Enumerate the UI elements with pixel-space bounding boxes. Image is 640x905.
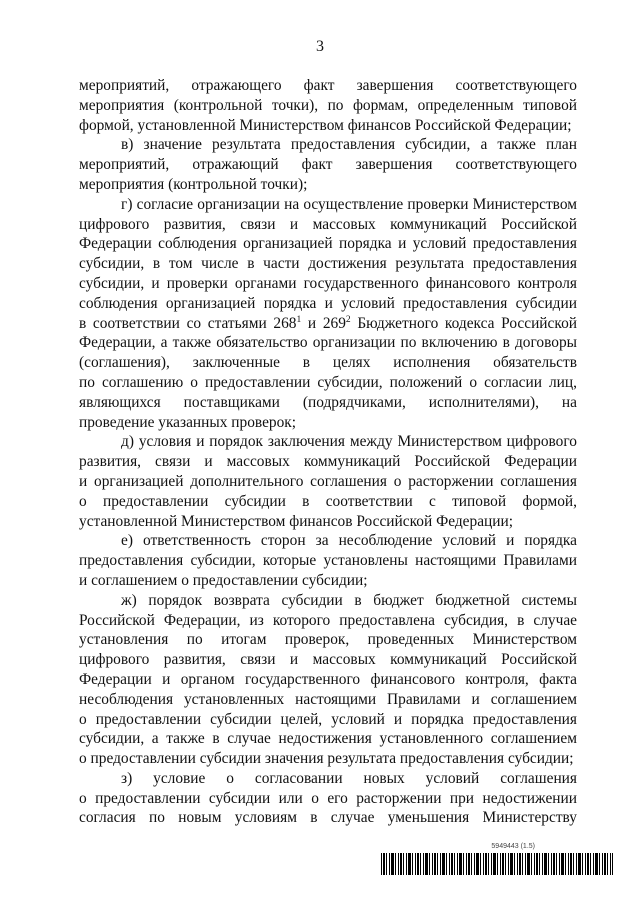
text-line: предоставления субсидии, которые установлены настоящими Правилами <box>79 552 577 570</box>
text-segment: в соответствии со статьями 268 <box>79 314 297 332</box>
text-line: в) значение результата предоставления субсидии, а также план <box>121 136 577 154</box>
barcode-code: 5949443 (1.5) <box>491 843 535 850</box>
text-line: г) согласие организации на осуществление проверки Министерством <box>121 195 577 213</box>
text-line: (соглашения), заключенные в целях исполнения обязательств <box>79 354 577 372</box>
text-line: ж) порядок возврата субсидии в бюджет бюджетной системы <box>121 591 577 609</box>
text-line: несоблюдения установленных настоящими Правилами и соглашением <box>79 690 577 708</box>
text-line: являющихся поставщиками (подрядчиками, исполнителями), на <box>79 393 577 411</box>
text-line <box>79 314 577 334</box>
text-line: мероприятий, отражающий факт завершения соответствующего <box>79 156 577 174</box>
text-line: субсидии, а также в случае недостижения установленного соглашением <box>79 730 577 748</box>
text-segment: и 269 <box>301 314 346 332</box>
barcode-block <box>381 843 613 875</box>
text-line: о предоставлении субсидии значения результата предоставления субсидии; <box>79 750 574 768</box>
text-line: развития, связи и массовых коммуникаций Российской Федерации <box>79 453 577 471</box>
barcode-icon <box>381 853 613 875</box>
text-line: мероприятий, отражающего факт завершения соответствующего <box>79 77 577 94</box>
text-line: о предоставлении субсидии или о его расторжении при недостижении <box>79 789 577 807</box>
text-line: субсидии, и проверки органами государственного финансового контроля <box>79 274 577 292</box>
text-line: Федерации и органом государственного финансового контроля, факта <box>79 670 577 688</box>
text-line: Федерации, а также обязательство организации по включению в договоры <box>79 334 577 352</box>
text-line: Федерации соблюдения организацией порядка и условий предоставления <box>79 235 577 253</box>
text-line: и организацией дополнительного соглашения о расторжении соглашения <box>79 472 577 490</box>
text-line: и соглашением о предоставлении субсидии; <box>79 571 368 589</box>
text-line: субсидии, в том числе в части достижения результата предоставления <box>79 255 577 273</box>
text-line: формой, установленной Министерством финансов Российской Федерации; <box>79 116 572 134</box>
document-body <box>79 76 577 828</box>
text-segment: Бюджетного кодекса Российской <box>350 314 578 332</box>
superscript: 2 <box>345 314 351 325</box>
text-line: установленной Министерством финансов Российской Федерации; <box>79 512 514 530</box>
text-line: о предоставлении субсидии целей, условий и порядка предоставления <box>79 710 577 728</box>
text-line: е) ответственность сторон за несоблюдение условий и порядка <box>121 532 577 550</box>
text-line: цифрового развития, связи и массовых коммуникаций Российской <box>79 651 577 669</box>
text-line: мероприятия (контрольной точки), по формам, определенным типовой <box>79 96 577 114</box>
text-line: о предоставлении субсидии в соответствии с типовой формой, <box>79 492 577 510</box>
text-line: установления по итогам проверок, проведенных Министерством <box>79 631 577 649</box>
text-line: цифрового развития, связи и массовых коммуникаций Российской <box>79 215 577 233</box>
text-line: д) условия и порядок заключения между Министерством цифрового <box>121 433 577 451</box>
page-number: 3 <box>316 38 324 55</box>
text-line: Российской Федерации, из которого предоставлена субсидия, в случае <box>79 611 577 629</box>
text-line: соблюдения организацией порядка и условий предоставления субсидии <box>79 294 577 312</box>
superscript: 1 <box>296 314 302 325</box>
text-line: проведение указанных проверок; <box>79 413 297 431</box>
text-line: мероприятия (контрольной точки); <box>79 175 308 193</box>
text-line: з) условие о согласовании новых условий соглашения <box>121 769 577 787</box>
text-line: по соглашению о предоставлении субсидии, положений о согласии лиц, <box>79 373 577 391</box>
text-line: согласия по новым условиям в случае уменьшения Министерству <box>79 809 577 827</box>
